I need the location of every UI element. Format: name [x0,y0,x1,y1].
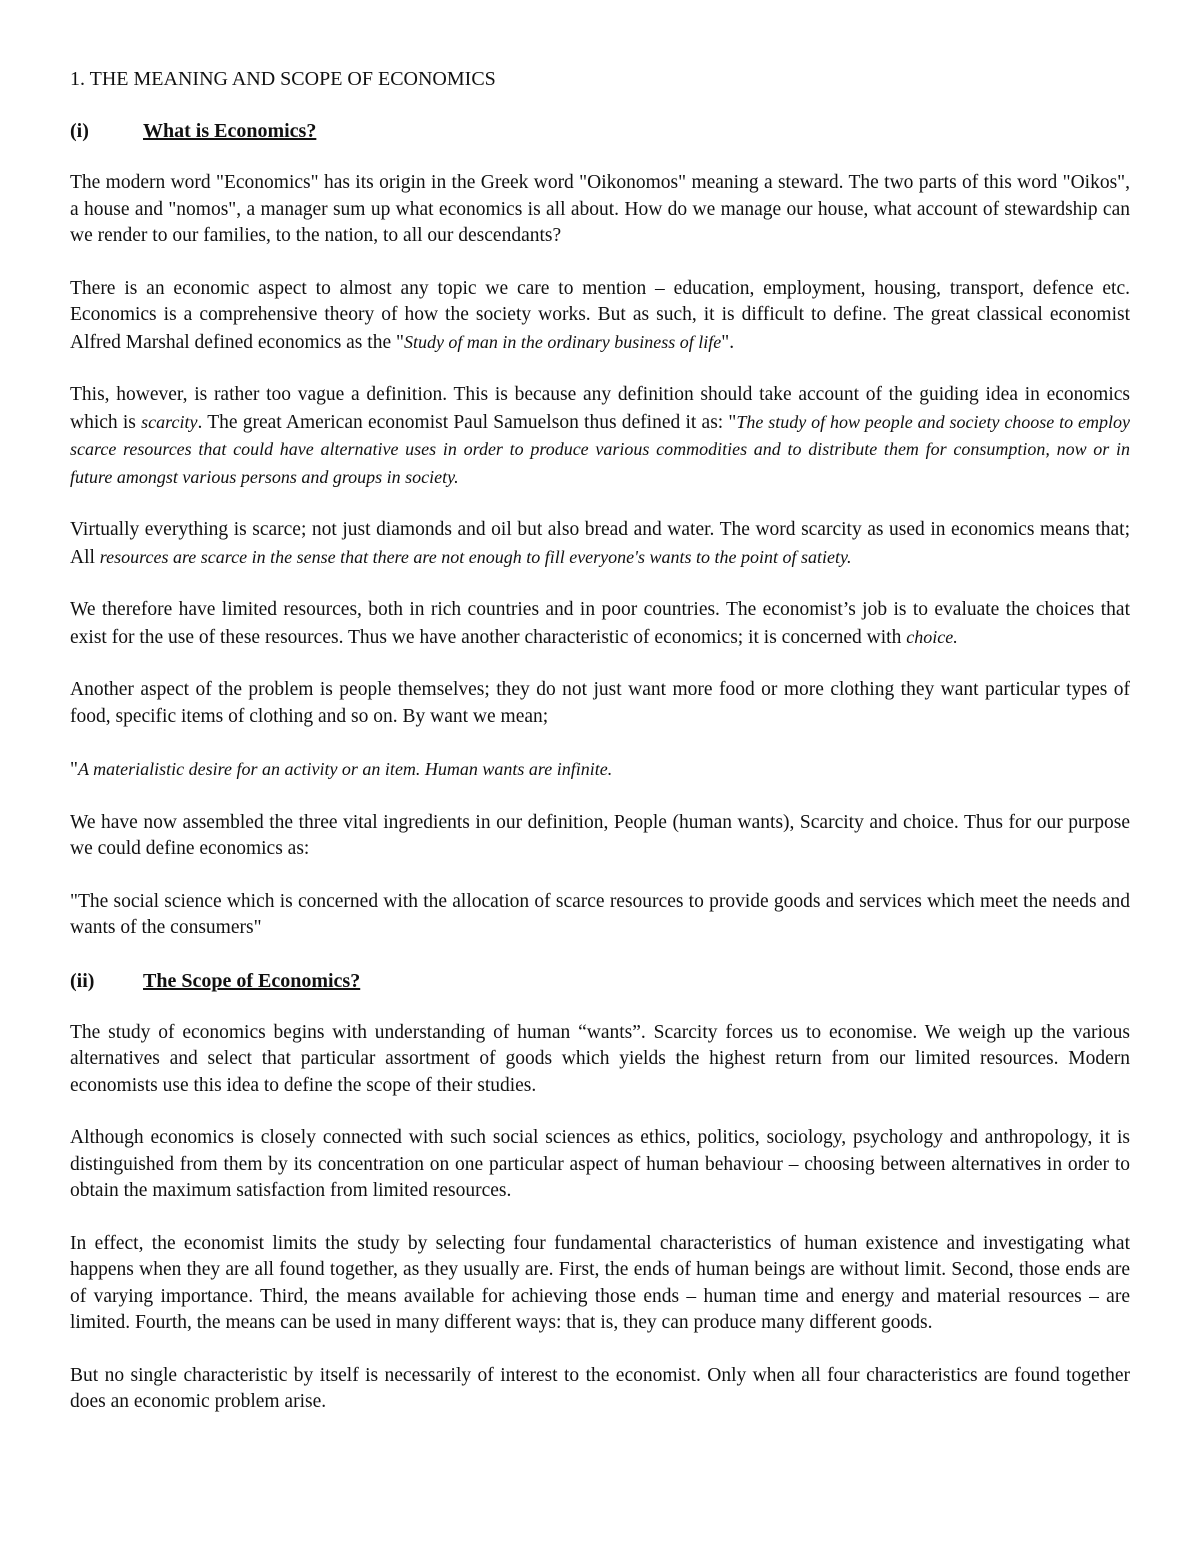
paragraph-social-sciences: Although economics is closely connected with such social sciences as ethics, politics, sociology, psychology and anthropology, it is distinguished from them by its concentration on one particular aspect of human behaviour – choosing between alternatives in order to obtain the maximum satisfaction from limited resources. [70,1127,1130,1201]
section-2-heading [70,968,1130,994]
paragraph-scarcity: Virtually everything is scarce; not just diamonds and oil but also bread and water. The word scarcity as used in economics means that; All resources are scarce in the sense that there are not enough to fill everyone's wants to the point of satiety. [70,519,1130,568]
section-1-title: What is Economics? [143,120,317,142]
paragraph-samuelson-definition: This, however, is rather too vague a definition. This is because any definition should take account of the guiding idea in economics which is scarcity. The great American economist Paul Samuelson thus defined it as: "The study of how people and society choose to employ scarce resources that could have alternative uses in order to produce various commodities and to distribute them for consumption, now or in future amongst various persons and groups in society. [70,384,1130,487]
section-1-heading [70,118,1130,144]
paragraph-choice: We therefore have limited resources, both in rich countries and in poor countries. The economist’s job is to evaluate the choices that exist for the use of these resources. Thus we have another characteristic of economics; it is concerned with choice. [70,599,1130,648]
paragraph-economic-problem: But no single characteristic by itself is necessarily of interest to the economist. Only when all four characteristics are found together does an economic problem arise. [70,1364,1130,1412]
paragraph-people: Another aspect of the problem is people themselves; they do not just want more food or more clothing they want particular types of food, specific items of clothing and so on. By want we mean; [70,679,1130,727]
scarcity-definition: resources are scarce in the sense that there are not enough to fill everyone's wants to the point of satiety. [99,546,852,567]
paragraph-ingredients: We have now assembled the three vital ingredients in our definition, People (human wants), Scarcity and choice. Thus for our purpose we could define economics as: [70,811,1130,859]
samuelson-quote: The study of how people and society choose to employ scarce resources that could have alternative uses in order to produce various commodities and to distribute them for consumption, now or in future amongst various persons and groups in society. [70,411,1130,487]
section-2-title: The Scope of Economics? [143,969,361,992]
paragraph-marshal-definition: There is an economic aspect to almost any topic we care to mention – education, employment, housing, transport, defence etc. Economics is a comprehensive theory of how the society works. But as such, it is difficult to define. The great classical economist Alfred Marshal defined economics as the "Study of man in the ordinary business of life". [70,277,1130,353]
paragraph-origin: The modern word "Economics" has its origin in the Greek word "Oikonomos" meaning a steward. The two parts of this word "Oikos", a house and "nomos", a manager sum up what economics is all about. How do we manage our house, what account of stewardship can we render to our families, to the nation, to all our descendants? [70,172,1130,246]
paragraph-economics-definition: "The social science which is concerned with the allocation of scarce resources to provide goods and services which meet the needs and wants of the consumers" [70,890,1130,938]
section-2-number: (ii) [70,969,95,992]
choice-term: choice. [906,626,958,647]
marshal-quote: Study of man in the ordinary business of life [403,331,722,352]
section-1-number: (i) [70,120,89,142]
want-quote: A materialistic desire for an activity or an item. Human wants are infinite. [77,759,613,779]
paragraph-want-definition: "A materialistic desire for an activity or an item. Human wants are infinite. [70,759,613,780]
paragraph-four-characteristics: In effect, the economist limits the study by selecting four fundamental characteristics of human existence and investigating what happens when they are all found together, as they usually are. First, the ends of human beings are without limit. Second, those ends are of varying importance. Third, the means available for achieving those ends – human time and energy and material resources – are limited. Fourth, the means can be used in many different ways: that is, they can produce many different goods. [70,1232,1130,1333]
paragraph-scope-wants: The study of economics begins with understanding of human “wants”. Scarcity forces us to economise. We weigh up the various alternatives and select that particular assortment of goods which yields the highest return from our limited resources. Modern economists use this idea to define the scope of their studies. [70,1021,1130,1096]
scarcity-term: scarcity [141,411,198,432]
document-title: 1. THE MEANING AND SCOPE OF ECONOMICS [70,68,496,90]
